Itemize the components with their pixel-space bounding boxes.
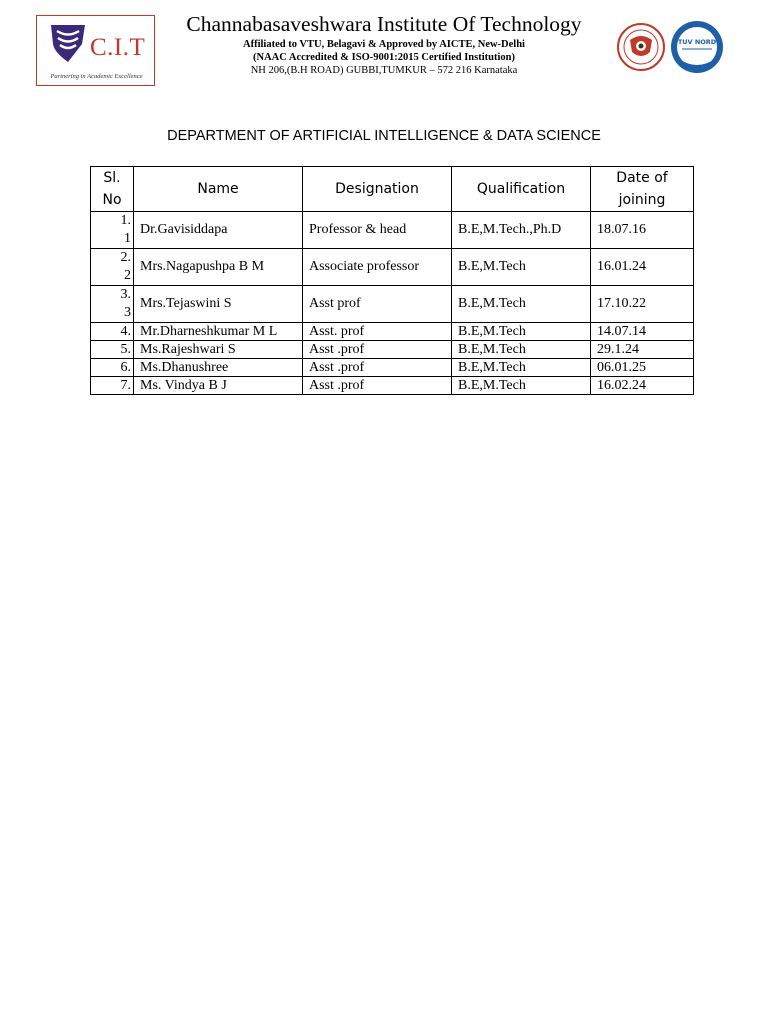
cell-doj: 06.01.25 [591,359,694,377]
cell-sl: 3.3 [91,286,134,323]
affiliation-line: Affiliated to VTU, Belagavi & Approved by AICTE, New-Delhi [243,39,525,50]
cell-qualification: B.E,M.Tech [452,249,591,286]
cell-doj: 18.07.16 [591,212,694,249]
staff-table [90,166,694,395]
table-row [91,323,694,341]
cell-doj: 29.1.24 [591,341,694,359]
header-date-of-joining: Date of joining [591,167,694,212]
header-designation: Designation [303,167,452,212]
address-line: NH 206,(B.H ROAD) GUBBI,TUMKUR – 572 216 Karnataka [250,65,518,76]
cell-qualification: B.E,M.Tech [452,377,591,395]
cell-doj: 14.07.14 [591,323,694,341]
cell-name: Mrs.Tejaswini S [134,286,303,323]
cell-designation: Asst .prof [303,341,452,359]
cell-name: Ms.Rajeshwari S [134,341,303,359]
cell-sl: 4. [91,323,134,341]
cell-designation: Asst .prof [303,359,452,377]
accreditation-seal-icon [616,22,666,72]
cell-doj: 17.10.22 [591,286,694,323]
shield-icon [49,22,87,62]
table-header-row [91,167,694,212]
cell-doj: 16.02.24 [591,377,694,395]
cell-qualification: B.E,M.Tech.,Ph.D [452,212,591,249]
cell-sl: 1.1 [91,212,134,249]
table-row [91,341,694,359]
table-row [91,249,694,286]
cell-name: Mrs.Nagapushpa B M [134,249,303,286]
cell-qualification: B.E,M.Tech [452,359,591,377]
cell-name: Mr.Dharneshkumar M L [134,323,303,341]
table-row [91,286,694,323]
cell-name: Dr.Gavisiddapa [134,212,303,249]
cell-designation: Asst prof [303,286,452,323]
cell-sl: 2.2 [91,249,134,286]
cell-qualification: B.E,M.Tech [452,286,591,323]
tuv-nord-seal-icon [670,19,724,75]
cell-designation: Professor & head [303,212,452,249]
cell-qualification: B.E,M.Tech [452,323,591,341]
department-title: DEPARTMENT OF ARTIFICIAL INTELLIGENCE & DATA SCIENCE [167,128,601,144]
table-row [91,359,694,377]
cell-qualification: B.E,M.Tech [452,341,591,359]
cell-name: Ms.Dhanushree [134,359,303,377]
cell-doj: 16.01.24 [591,249,694,286]
accreditation-line: (NAAC Accredited & ISO-9001:2015 Certified Institution) [253,52,515,63]
cell-sl: 6. [91,359,134,377]
cell-designation: Asst. prof [303,323,452,341]
table-row [91,212,694,249]
header-qualification: Qualification [452,167,591,212]
cell-designation: Asst .prof [303,377,452,395]
logo-tagline: Partnering in Academic Excellence [50,73,143,80]
cell-sl: 7. [91,377,134,395]
institute-logo [36,15,155,86]
seal-text: TUV NORD [677,38,717,46]
table-row [91,377,694,395]
header-sl-no: Sl. No [91,167,134,212]
cell-sl: 5. [91,341,134,359]
header-name: Name [134,167,303,212]
logo-text: C.I.T [90,34,146,61]
cell-name: Ms. Vindya B J [134,377,303,395]
cell-designation: Associate professor [303,249,452,286]
institution-name: Channabasaveshwara Institute Of Technology [186,12,582,36]
